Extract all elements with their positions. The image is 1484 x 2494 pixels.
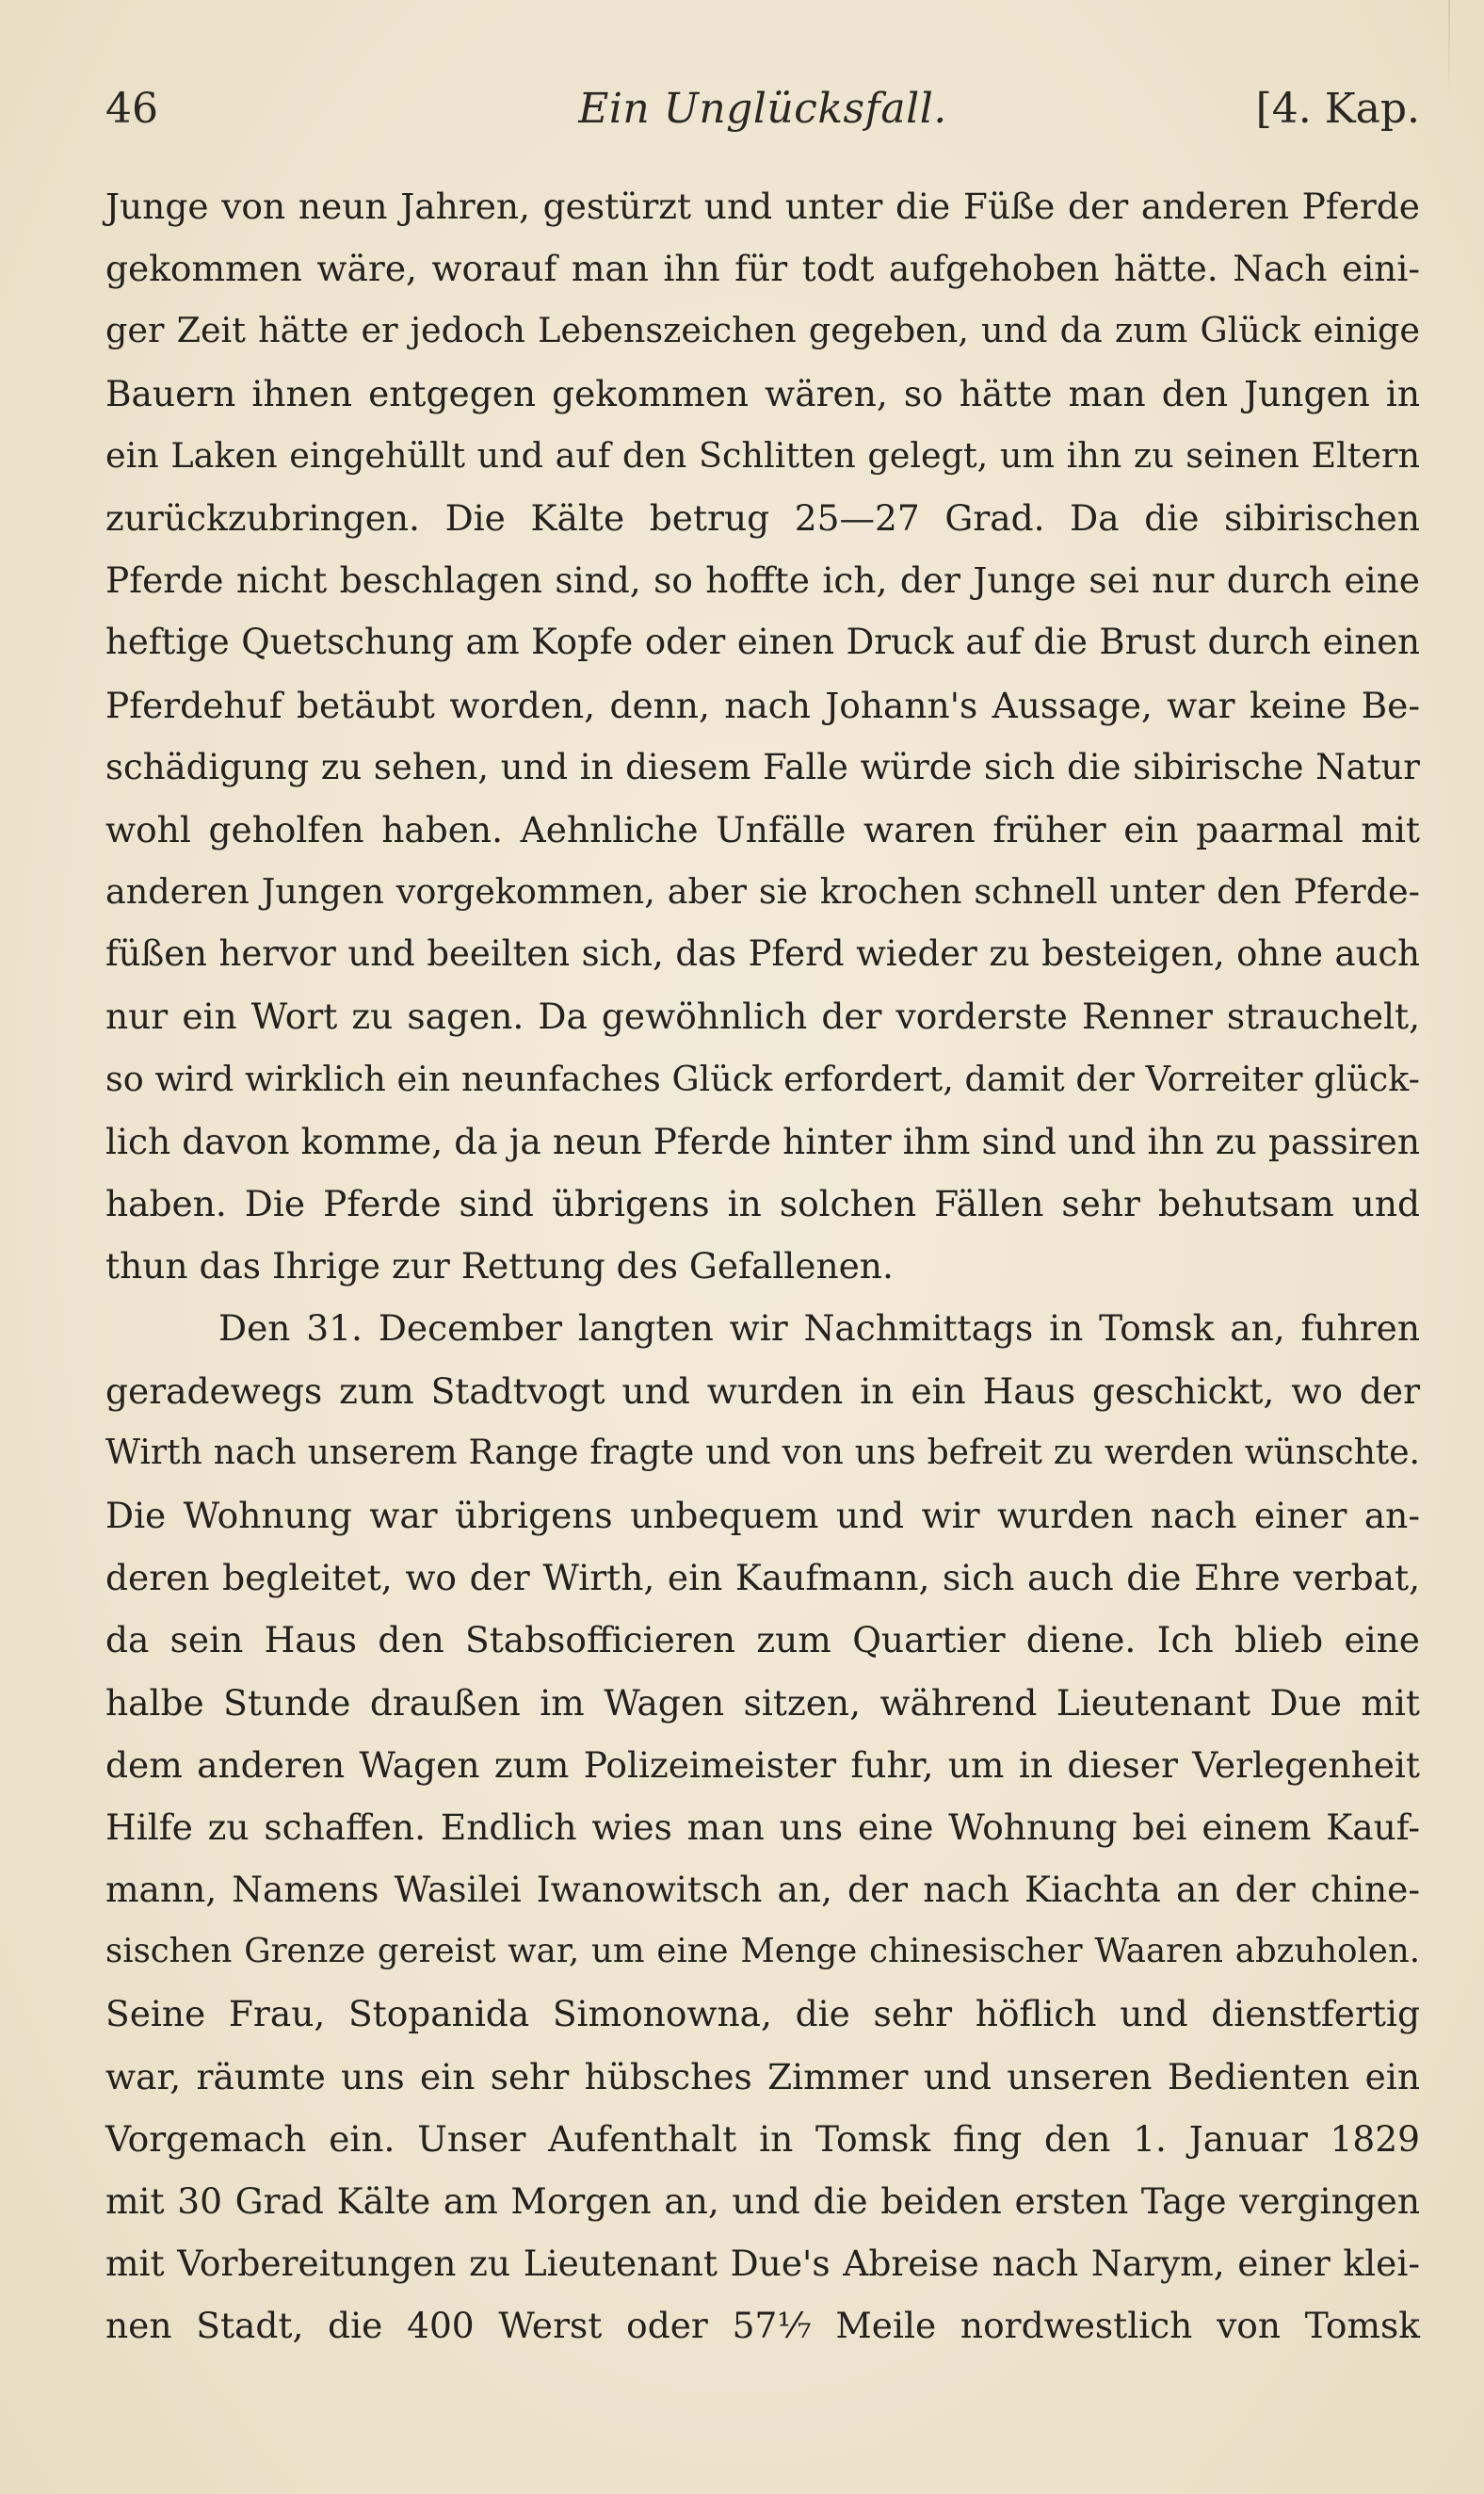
text-line: gekommen wäre, worauf man ihn für todt aufgehoben hätte. Nach eini-	[105, 248, 1420, 290]
text-line: mit 30 Grad Kälte am Morgen an, und die beiden ersten Tage vergingen	[105, 2180, 1420, 2222]
text-line: Hilfe zu schaffen. Endlich wies man uns eine Wohnung bei einem Kauf-	[105, 1806, 1420, 1848]
text-line: lich davon komme, da ja neun Pferde hinter ihm sind und ihn zu passiren	[105, 1120, 1420, 1162]
text-line: Bauern ihnen entgegen gekommen wären, so hätte man den Jungen in	[105, 372, 1420, 414]
paragraph	[105, 175, 1420, 1297]
text-line: Die Wohnung war übrigens unbequem und wir wurden nach einer an-	[105, 1494, 1420, 1536]
text-line: ger Zeit hätte er jedoch Lebenszeichen gegeben, und da zum Glück einige	[105, 310, 1420, 351]
text-line: wohl geholfen haben. Aehnliche Unfälle waren früher ein paarmal mit	[105, 808, 1420, 850]
text-line: haben. Die Pferde sind übrigens in solchen Fällen sehr behutsam und	[105, 1183, 1420, 1224]
text-line: sischen Grenze gereist war, um eine Menge chinesischer Waaren abzuholen.	[105, 1932, 1420, 1971]
text-line: nen Stadt, die 400 Werst oder 57¹⁄₇ Meile nordwestlich von Tomsk	[105, 2305, 1420, 2347]
text-line: Seine Frau, Stopanida Simonowna, die sehr höflich und dienstfertig	[105, 1993, 1420, 2035]
text-line: ein Laken eingehüllt und auf den Schlitten gelegt, um ihn zu seinen Eltern	[105, 434, 1420, 476]
text-line: mann, Namens Wasilei Iwanowitsch an, der nach Kiachta an der chine-	[105, 1869, 1420, 1911]
text-line: Wirth nach unserem Range fragte und von uns befreit zu werden wünschte.	[105, 1433, 1420, 1472]
text-line: zurückzubringen. Die Kälte betrug 25—27 Grad. Da die sibirischen	[105, 496, 1420, 539]
text-line: Den 31. December langten wir Nachmittags in Tomsk an, fuhren	[218, 1307, 1420, 1350]
text-line: Pferde nicht beschlagen sind, so hoffte ich, der Junge sei nur durch eine	[105, 559, 1420, 602]
running-title: Ein Unglücksfall.	[578, 85, 947, 133]
text-line: thun das Ihrige zur Rettung des Gefallenen.	[105, 1245, 894, 1287]
text-line: Vorgemach ein. Unser Aufenthalt in Tomsk fing den 1. Januar 1829	[105, 2117, 1420, 2160]
text-line: nur ein Wort zu sagen. Da gewöhnlich der vorderste Renner strauchelt,	[105, 996, 1420, 1038]
text-line: Pferdehuf betäubt worden, denn, nach Johann's Aussage, war keine Be-	[105, 684, 1420, 726]
text-line: da sein Haus den Stabsofficieren zum Quartier diene. Ich blieb eine	[105, 1619, 1420, 1661]
text-line: schädigung zu sehen, und in diesem Falle würde sich die sibirische Natur	[105, 746, 1420, 787]
text-line: deren begleitet, wo der Wirth, ein Kaufmann, sich auch die Ehre verbat,	[105, 1557, 1420, 1599]
running-header	[105, 79, 1420, 139]
paragraph	[105, 1297, 1420, 2356]
text-line: war, räumte uns ein sehr hübsches Zimmer und unseren Bedienten ein	[105, 2055, 1420, 2097]
text-line: halbe Stunde draußen im Wagen sitzen, während Lieutenant Due mit	[105, 1681, 1420, 1724]
text-line: Junge von neun Jahren, gestürzt und unter die Füße der anderen Pferde	[105, 186, 1420, 227]
page-edge-mark	[1448, 0, 1450, 104]
text-line: füßen hervor und beeilten sich, das Pferd wieder zu besteigen, ohne auch	[105, 933, 1420, 975]
body-text	[105, 175, 1420, 2357]
text-line: heftige Quetschung am Kopfe oder einen Druck auf die Brust durch einen	[105, 622, 1420, 663]
text-line: so wird wirklich ein neunfaches Glück erfordert, damit der Vorreiter glück-	[105, 1058, 1420, 1099]
chapter-reference: [4. Kap.	[1255, 85, 1420, 133]
text-line: mit Vorbereitungen zu Lieutenant Due's Abreise nach Narym, einer klei-	[105, 2243, 1420, 2285]
text-line: geradewegs zum Stadtvogt und wurden in ein Haus geschickt, wo der	[105, 1369, 1420, 1412]
text-line: anderen Jungen vorgekommen, aber sie krochen schnell unter den Pferde-	[105, 871, 1420, 913]
page-number: 46	[105, 85, 158, 133]
text-line: dem anderen Wagen zum Polizeimeister fuhr, um in dieser Verlegenheit	[105, 1743, 1420, 1786]
